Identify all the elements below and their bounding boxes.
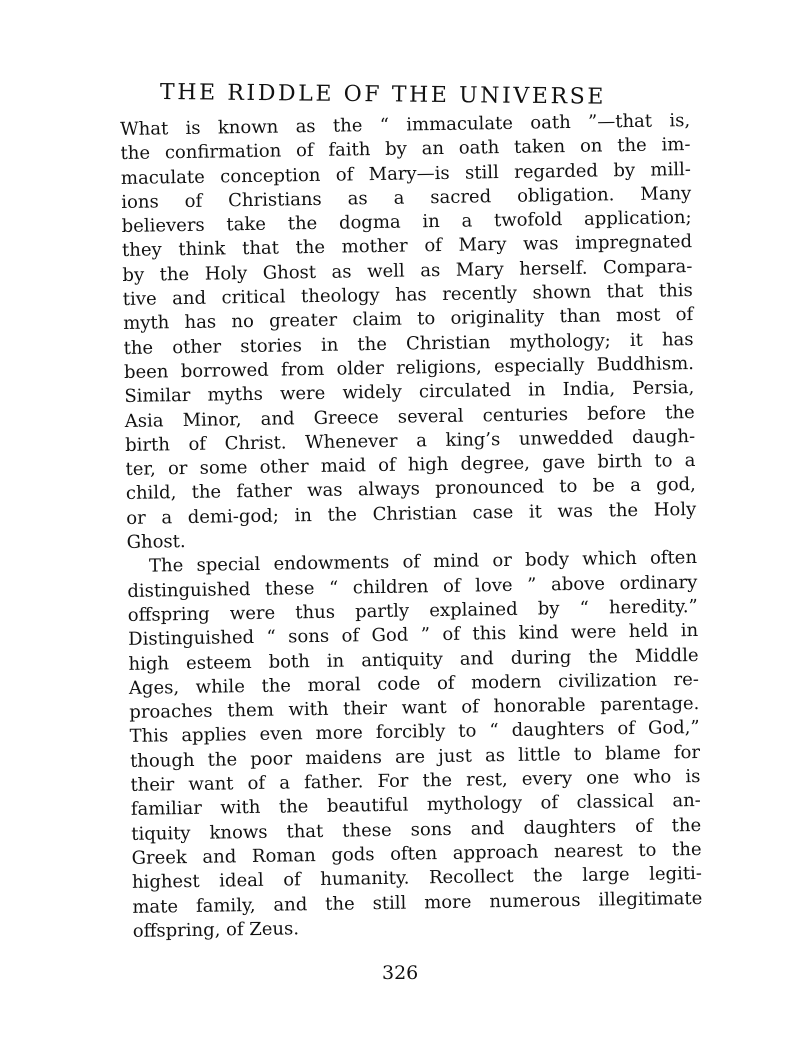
text-line: familiar with the beautiful mythology of classical an- bbox=[130, 790, 701, 821]
text-line: by the Holy Ghost as well as Mary herself. Compara- bbox=[122, 255, 693, 286]
text-line: highest ideal of humanity. Recollect the large legiti- bbox=[131, 863, 703, 894]
text-line: What is known as the “ immaculate oath ”—that is, bbox=[120, 110, 691, 140]
text-line: child, the father was always pronounced to be a god, bbox=[125, 474, 696, 505]
text-line: tiquity knows that these sons and daughters of the bbox=[131, 814, 702, 845]
text-line: been borrowed from older religions, especially Buddhism. bbox=[123, 352, 695, 383]
text-line: The special endowments of mind or body which often bbox=[148, 547, 698, 577]
text-line: or a demi-god; in the Christian case it was the Holy bbox=[126, 498, 697, 529]
text-line: the other stories in the Christian mythology; it has bbox=[123, 328, 694, 359]
text-line: high esteem both in antiquity and during the Middle bbox=[128, 644, 699, 675]
text-line: believers take the dogma in a twofold application; bbox=[121, 207, 692, 238]
text-line: maculate conception of Mary—is still regarded by mill- bbox=[120, 158, 692, 189]
text-line: ions of Christians as a sacred obligation. Many bbox=[121, 182, 692, 213]
text-line: offspring, of Zeus. bbox=[132, 918, 300, 942]
text-line: Distinguished “ sons of God ” of this kind were held in bbox=[128, 620, 699, 651]
text-line: ter, or some other maid of high degree, gave birth to a bbox=[125, 450, 696, 481]
running-head: THE RIDDLE OF THE UNIVERSE bbox=[159, 80, 607, 110]
text-line: Ghost. bbox=[126, 531, 186, 553]
text-line: birth of Christ. Whenever a king’s unwedded daugh- bbox=[124, 425, 696, 456]
text-line: proaches them with their want of honorable parentage. bbox=[129, 693, 700, 724]
text-line: they think that the mother of Mary was impregnated bbox=[121, 231, 693, 262]
text-line: though the poor maidens are just as little to blame for bbox=[129, 741, 701, 772]
text-line: mate family, and the still more numerous illegitimate bbox=[132, 887, 703, 918]
text-line: Similar myths were widely circulated in India, Persia, bbox=[124, 377, 695, 408]
text-line: their want of a father. For the rest, every one who is bbox=[130, 765, 701, 796]
body-text bbox=[120, 109, 703, 944]
text-line: Greek and Roman gods often approach nearest to the bbox=[131, 838, 702, 869]
paragraph-1 bbox=[120, 109, 697, 555]
text-line: This applies even more forcibly to “ daughters of God,” bbox=[129, 717, 700, 748]
text-line: offspring were thus partly explained by “ heredity.” bbox=[127, 595, 698, 626]
page-number: 326 bbox=[382, 962, 419, 984]
text-line: tive and critical theology has recently shown that this bbox=[122, 280, 693, 311]
text-line: the confirmation of faith by an oath taken on the im- bbox=[120, 134, 691, 165]
text-line: Ages, while the moral code of modern civilization re- bbox=[128, 668, 700, 699]
text-line: distinguished these “ children of love ” above ordinary bbox=[127, 571, 698, 602]
text-line: myth has no greater claim to originality than most of bbox=[123, 304, 694, 335]
text-line: Asia Minor, and Greece several centuries before the bbox=[124, 401, 695, 432]
paragraph-2 bbox=[127, 546, 703, 944]
